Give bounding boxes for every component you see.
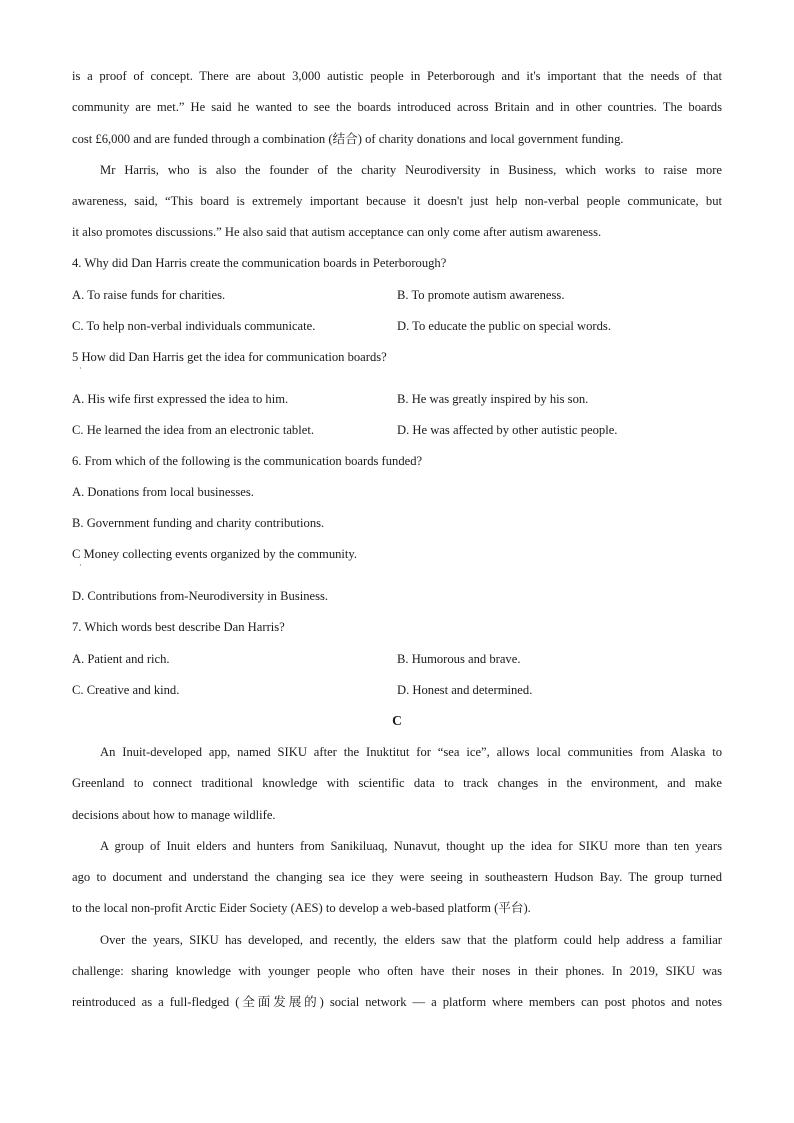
option-d: D. To educate the public on special words.: [397, 319, 611, 333]
question-stem: 5 How did Dan Harris get the idea for communication boards?: [72, 350, 387, 364]
paragraph-line: A group of Inuit elders and hunters from Sanikiluaq, Nunavut, thought up the idea for SIKU more than ten years: [100, 839, 722, 853]
paragraph-line: to the local non-profit Arctic Eider Society (AES) to develop a web-based platform (平台).: [72, 901, 531, 915]
option-c: C Money collecting events organized by the community.: [72, 547, 358, 561]
option-c: C. He learned the idea from an electronic tablet.: [72, 423, 314, 437]
option-b: B. He was greatly inspired by his son.: [397, 392, 589, 406]
option-d: D. He was affected by other autistic people.: [397, 423, 618, 437]
option-a: A. To raise funds for charities.: [72, 288, 226, 302]
option-b: B. Government funding and charity contributions.: [72, 516, 325, 530]
option-c: C. Creative and kind.: [72, 683, 180, 697]
question-stem: 4. Why did Dan Harris create the communication boards in Peterborough?: [72, 256, 447, 270]
paragraph-line: community are met.” He said he wanted to see the boards introduced across Britain and in other countries. The boards: [72, 100, 722, 114]
option-d: D. Honest and determined.: [397, 683, 533, 697]
option-a: A. Patient and rich.: [72, 652, 170, 666]
stray-dot-mark: ·: [79, 561, 82, 570]
question-stem: 6. From which of the following is the communication boards funded?: [72, 454, 423, 468]
paragraph-line: challenge: sharing knowledge with younger people who often have their noses in their phones. In 2019, SIKU was: [72, 964, 722, 978]
paragraph-line: Over the years, SIKU has developed, and recently, the elders saw that the platform could help address a familiar: [100, 933, 722, 947]
paragraph-line: Greenland to connect traditional knowledge with scientific data to track changes in the environment, and make: [72, 776, 722, 790]
option-d: D. Contributions from-Neurodiversity in Business.: [72, 589, 329, 603]
section-heading: C: [392, 713, 402, 728]
paragraph-line: ago to document and understand the changing sea ice they were seeing in southeastern Hudson Bay. The group turned: [72, 870, 722, 884]
paragraph-line: An Inuit-developed app, named SIKU after the Inuktitut for “sea ice”, allows local communities from Alaska to: [100, 745, 722, 759]
option-b: B. To promote autism awareness.: [397, 288, 565, 302]
paragraph-line: it also promotes discussions.” He also said that autism acceptance can only come after autism awareness.: [72, 225, 602, 239]
question-stem: 7. Which words best describe Dan Harris?: [72, 620, 285, 634]
stray-dot-mark: ·: [79, 364, 82, 373]
paragraph-line: Mr Harris, who is also the founder of the charity Neurodiversity in Business, which works to raise more: [100, 163, 722, 177]
paragraph-line: is a proof of concept. There are about 3,000 autistic people in Peterborough and it's important that the needs of that: [72, 69, 722, 83]
option-a: A. Donations from local businesses.: [72, 485, 254, 499]
option-a: A. His wife first expressed the idea to him.: [72, 392, 289, 406]
paragraph-line: awareness, said, “This board is extremely important because it doesn't just help non-verbal people communicate, but: [72, 194, 722, 208]
option-b: B. Humorous and brave.: [397, 652, 521, 666]
paragraph-line: cost £6,000 and are funded through a combination (结合) of charity donations and local government funding.: [72, 132, 624, 146]
option-c: C. To help non-verbal individuals communicate.: [72, 319, 316, 333]
paragraph-line: decisions about how to manage wildlife.: [72, 808, 276, 822]
paragraph-line: reintroduced as a full-fledged (全面发展的) social network — a platform where members can post photos and notes: [72, 995, 722, 1009]
